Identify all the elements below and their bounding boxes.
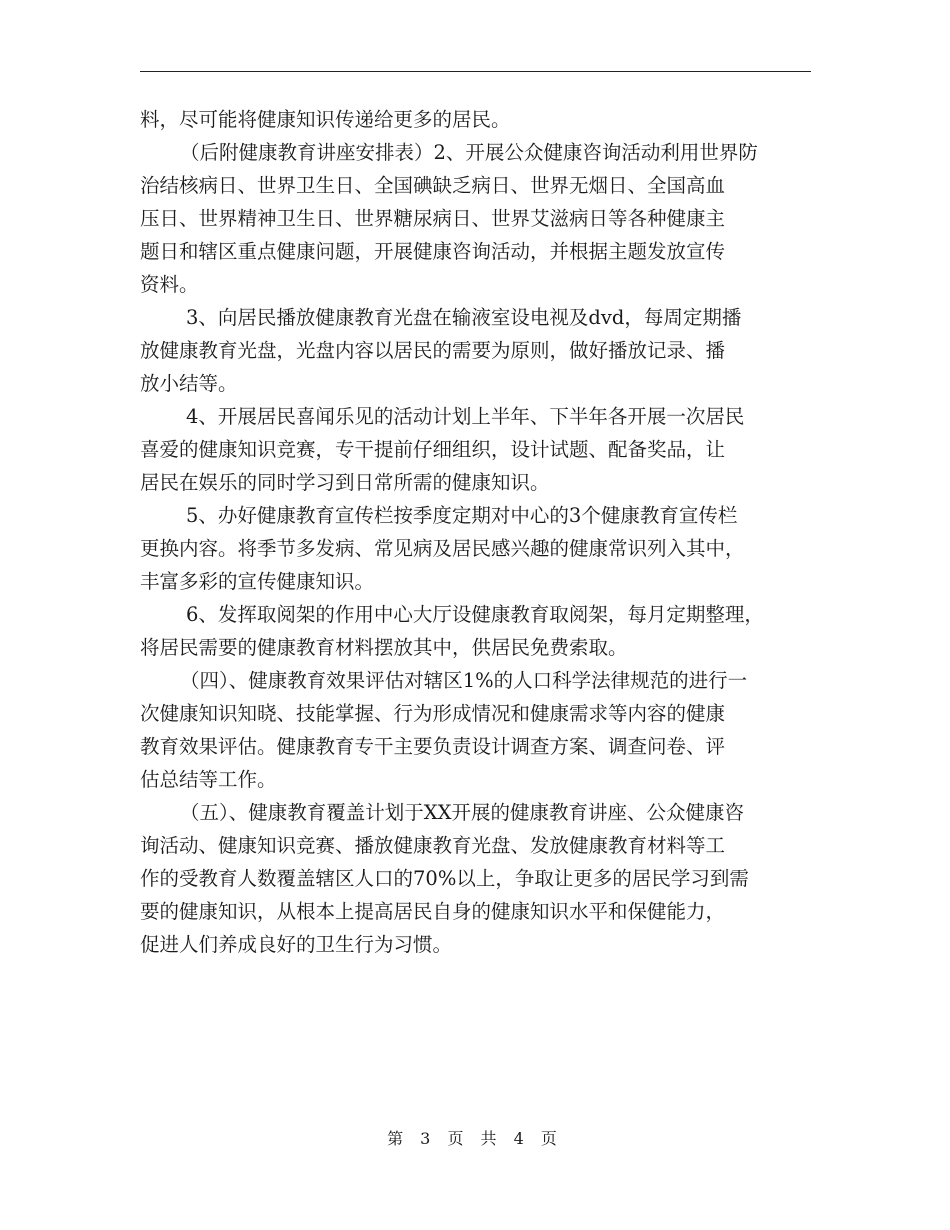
- body-line: 更换内容。将季节多发病、常见病及居民感兴趣的健康常识列入其中，: [140, 537, 745, 560]
- body-line: （五）、健康教育覆盖计划于XX开展的健康教育讲座、公众健康咨: [180, 801, 745, 824]
- body-line: 居民在娱乐的同时学习到日常所需的健康知识。: [140, 471, 550, 494]
- body-line: 作的受教育人数覆盖辖区人口的70%以上，争取让更多的居民学习到需: [140, 867, 749, 890]
- body-line: 放健康教育光盘，光盘内容以居民的需要为原则，做好播放记录、播: [140, 339, 726, 362]
- body-line: 促进人们养成良好的卫生行为习惯。: [140, 933, 453, 956]
- header-rule: [140, 71, 811, 72]
- body-line: 压日、世界精神卫生日、世界糖尿病日、世界艾滋病日等各种健康主: [140, 207, 726, 230]
- body-line: （四）、健康教育效果评估对辖区1%的人口科学法律规范的进行一: [180, 669, 748, 692]
- document-body: [140, 103, 811, 961]
- body-line: （后附健康教育讲座安排表）2、开展公众健康咨询活动利用世界防: [180, 141, 758, 164]
- body-line: 3、向居民播放健康教育光盘在输液室设电视及dvd，每周定期播: [186, 306, 742, 329]
- body-line: 治结核病日、世界卫生日、全国碘缺乏病日、世界无烟日、全国高血: [140, 174, 726, 197]
- body-line: 将居民需要的健康教育材料摆放其中，供居民免费索取。: [140, 636, 628, 659]
- body-line: 6、发挥取阅架的作用中心大厅设健康教育取阅架，每月定期整理，: [186, 603, 764, 626]
- body-line: 资料。: [140, 273, 199, 296]
- body-line: 4、开展居民喜闻乐见的活动计划上半年、下半年各开展一次居民: [186, 405, 745, 428]
- body-line: 要的健康知识，从根本上提高居民自身的健康知识水平和保健能力，: [140, 900, 726, 923]
- body-line: 放小结等。: [140, 372, 238, 395]
- body-line: 5、办好健康教育宣传栏按季度定期对中心的3个健康教育宣传栏: [186, 504, 738, 527]
- body-line: 估总结等工作。: [140, 768, 277, 791]
- page-number-footer: 第 3 页 共 4 页: [387, 1129, 563, 1148]
- body-line: 丰富多彩的宣传健康知识。: [140, 570, 375, 593]
- body-line: 询活动、健康知识竞赛、播放健康教育光盘、发放健康教育材料等工: [140, 834, 726, 857]
- body-line: 喜爱的健康知识竞赛，专干提前仔细组织，设计试题、配备奖品，让: [140, 438, 726, 461]
- body-line: 题日和辖区重点健康问题，开展健康咨询活动，并根据主题发放宣传: [140, 240, 726, 263]
- body-line: 料，尽可能将健康知识传递给更多的居民。: [140, 108, 511, 131]
- body-line: 次健康知识知晓、技能掌握、行为形成情况和健康需求等内容的健康: [140, 702, 726, 725]
- body-line: 教育效果评估。健康教育专干主要负责设计调查方案、调查问卷、评: [140, 735, 726, 758]
